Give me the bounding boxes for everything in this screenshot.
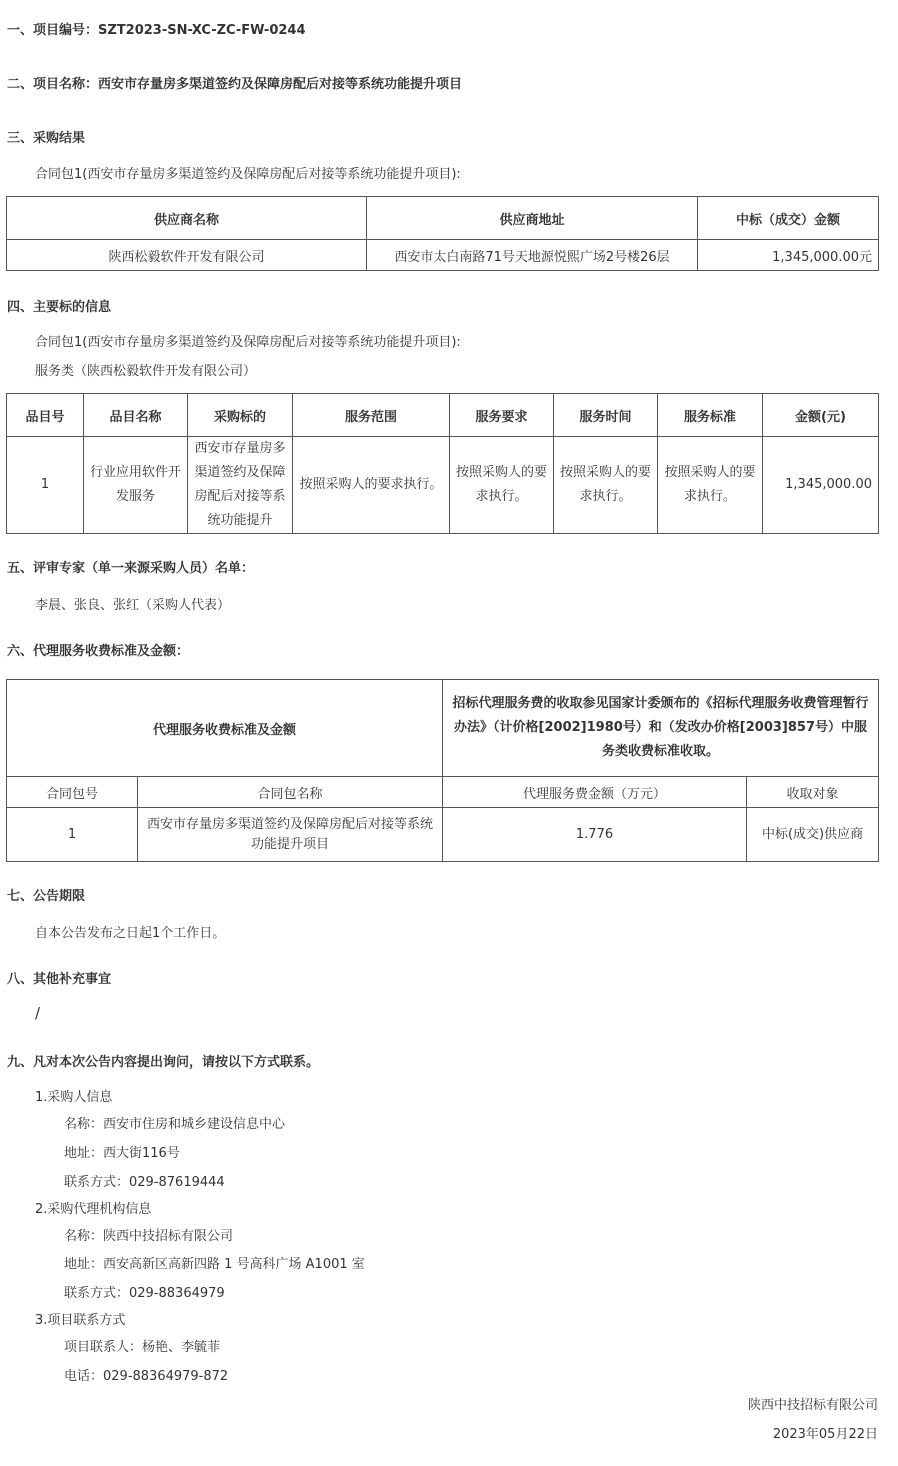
header-package-no: 合同包号 xyxy=(7,777,138,808)
bid-amount: 1,345,000.00元 xyxy=(698,240,879,271)
header-bid-amount: 中标（成交）金额 xyxy=(698,197,879,240)
header-fee-amount: 代理服务费金额（万元） xyxy=(443,777,747,808)
project-name-label: 二、项目名称： xyxy=(7,77,99,92)
announcement-period: 自本公告发布之日起1个工作日。 xyxy=(35,926,226,941)
project-contact-phone: 电话：029-88364979-872 xyxy=(64,1369,229,1384)
header-service-standard: 服务标准 xyxy=(658,394,763,437)
agency-phone: 联系方式：029-88364979 xyxy=(64,1286,225,1301)
supplementary-text: / xyxy=(35,1004,41,1022)
service-standard: 按照采购人的要求执行。 xyxy=(658,437,763,534)
purchaser-address: 地址：西大街116号 xyxy=(64,1146,180,1161)
agency-address: 地址：西安高新区高新四路 1 号高科广场 A1001 室 xyxy=(64,1257,365,1272)
subject-table-header xyxy=(7,394,879,437)
section9-title: 九、凡对本次公告内容提出询问，请按以下方式联系。 xyxy=(7,1055,320,1070)
agency-fee-table xyxy=(6,679,879,862)
header-service-time: 服务时间 xyxy=(554,394,658,437)
section4-title: 四、主要标的信息 xyxy=(7,300,112,315)
section3-title: 三、采购结果 xyxy=(7,131,86,146)
result-table-header xyxy=(7,197,879,240)
agency-fee-header xyxy=(7,680,879,777)
purchaser-phone: 联系方式：029-87619444 xyxy=(64,1175,225,1190)
expert-names: 李晨、张良、张红（采购人代表） xyxy=(35,598,231,613)
table-row xyxy=(7,437,879,534)
header-supplier-address: 供应商地址 xyxy=(367,197,698,240)
agency-name: 名称：陕西中技招标有限公司 xyxy=(64,1229,234,1244)
section3-package: 合同包1(西安市存量房多渠道签约及保障房配后对接等系统功能提升项目): xyxy=(35,167,461,182)
header-package-name: 合同包名称 xyxy=(138,777,443,808)
header-item-no: 品目号 xyxy=(7,394,84,437)
section8-title: 八、其他补充事宜 xyxy=(7,972,112,987)
header-service-scope: 服务范围 xyxy=(293,394,450,437)
item-no: 1 xyxy=(7,437,84,534)
service-time: 按照采购人的要求执行。 xyxy=(554,437,658,534)
section5-title: 五、评审专家（单一来源采购人员）名单： xyxy=(7,561,255,576)
fee-payer: 中标(成交)供应商 xyxy=(747,808,879,862)
header-item-name: 品目名称 xyxy=(84,394,188,437)
section7-title: 七、公告期限 xyxy=(7,889,86,904)
purchaser-title: 1.采购人信息 xyxy=(35,1090,113,1105)
purchaser-name: 名称：西安市住房和城乡建设信息中心 xyxy=(64,1117,286,1132)
result-table xyxy=(6,196,879,271)
project-name-value: 西安市存量房多渠道签约及保障房配后对接等系统功能提升项目 xyxy=(98,77,463,92)
table-row xyxy=(7,808,879,862)
table-row xyxy=(7,240,879,271)
item-name: 行业应用软件开发服务 xyxy=(84,437,188,534)
project-number-label: 一、项目编号： xyxy=(7,23,99,38)
project-number xyxy=(7,19,306,38)
footer-company: 陕西中技招标有限公司 xyxy=(747,1398,878,1413)
supplier-name: 陕西松毅软件开发有限公司 xyxy=(7,240,367,271)
header-amount: 金额(元) xyxy=(763,394,879,437)
fee-amount: 1.776 xyxy=(443,808,747,862)
procurement-subject: 西安市存量房多渠道签约及保障房配后对接等系统功能提升 xyxy=(188,437,293,534)
header-fee-payer: 收取对象 xyxy=(747,777,879,808)
header-supplier-name: 供应商名称 xyxy=(7,197,367,240)
agency-title: 2.采购代理机构信息 xyxy=(35,1202,152,1217)
service-scope: 按照采购人的要求执行。 xyxy=(293,437,450,534)
section4-package: 合同包1(西安市存量房多渠道签约及保障房配后对接等系统功能提升项目): xyxy=(35,335,461,350)
header-service-requirement: 服务要求 xyxy=(450,394,554,437)
section4-category: 服务类（陕西松毅软件开发有限公司） xyxy=(35,364,257,379)
package-name: 西安市存量房多渠道签约及保障房配后对接等系统功能提升项目 xyxy=(138,808,443,862)
project-name xyxy=(7,73,462,92)
footer-date: 2023年05月22日 xyxy=(772,1427,878,1442)
fee-standard-description: 招标代理服务费的收取参见国家计委颁布的《招标代理服务收费管理暂行办法》（计价格[2002]1980号）和（发改办价格[2003]857号）中服务类收费标准收取。 xyxy=(443,680,879,777)
header-procurement-subject: 采购标的 xyxy=(188,394,293,437)
subject-table xyxy=(6,393,879,534)
section6-title: 六、代理服务收费标准及金额： xyxy=(7,644,190,659)
fee-standard-label: 代理服务收费标准及金额 xyxy=(7,680,443,777)
project-contact-person: 项目联系人：杨艳、李毓菲 xyxy=(64,1340,221,1355)
project-contact-title: 3.项目联系方式 xyxy=(35,1313,126,1328)
package-no: 1 xyxy=(7,808,138,862)
agency-fee-columns xyxy=(7,777,879,808)
amount: 1,345,000.00 xyxy=(763,437,879,534)
project-number-value: SZT2023-SN-XC-ZC-FW-0244 xyxy=(98,23,306,38)
supplier-address: 西安市太白南路71号天地源悦熙广场2号楼26层 xyxy=(367,240,698,271)
service-requirement: 按照采购人的要求执行。 xyxy=(450,437,554,534)
